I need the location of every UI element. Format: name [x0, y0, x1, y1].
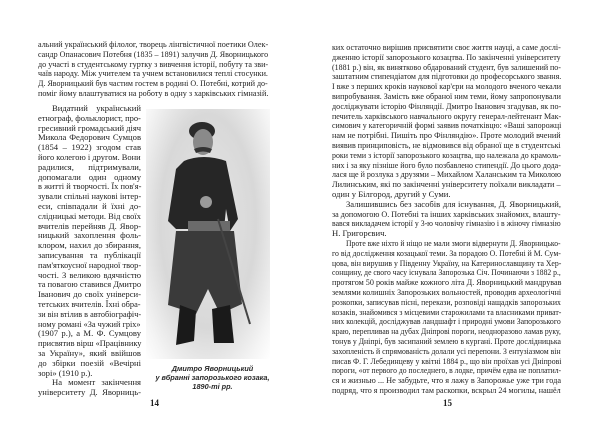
text-line: [38, 124, 141, 134]
text-line: [38, 280, 141, 290]
text-line: [38, 212, 141, 222]
text-line: [38, 192, 141, 202]
text-line-content: писав Ф. Г. Лебединцеву у квітні 1884 р., що він проїхав усі Дніпрові: [332, 355, 562, 366]
text-line-content: Видатний український: [52, 103, 141, 113]
text-line-content: печитель харківського навчального округу генерал-лейтенант Мак-: [332, 110, 562, 121]
portrait-photo: [146, 109, 270, 359]
text-line-content: На момент закінчення: [52, 377, 141, 388]
text-line-content: ся и жизнью ... Не забудьте, что я лажу в Запорожье уже три года: [332, 375, 562, 386]
text-line-content: роки теми з історії запорозького козацтва, що належала до крамоль-: [332, 149, 562, 160]
text-line-content: пам'яткоусної народної твор-: [38, 259, 142, 270]
text-line: [38, 339, 141, 349]
left-page-column-text: [38, 104, 141, 398]
left-page-top-text: [38, 40, 268, 99]
text-line-content: за Україну», який ввійшов: [38, 347, 141, 358]
text-line-content: нам не потрібні. Пишіть про Фінляндію». Проте молодий вчений: [332, 130, 561, 141]
text-line-content: Лилинським, які по закінченні університету поїхали викладати –: [332, 179, 561, 190]
text-line-content: випробування. Замість вже обраної ним теми, йому запропонували: [332, 90, 561, 101]
text-line-content: один у Білгород, другий у Суми.: [332, 188, 451, 199]
text-line-content: вчителів перейняв Д. Явор-: [38, 220, 141, 231]
text-line-content: сандр Опанасович Потебня (1835 – 1891) залучив Д. Яворницького: [38, 48, 269, 59]
text-line-content: альний український філолог, творець лінгвістичної поетики Олек-: [38, 39, 269, 49]
photo-caption: [150, 364, 275, 391]
text-line-content: заштатним стипендіатом для підготовки до професорського звання.: [332, 71, 562, 82]
text-line-content: козаків, знайомився з місцевими старожилами та власниками приват-: [332, 306, 562, 317]
text-line-content: тонув у Дніпрі, був засипаний землею в кургані. Проте дослідницька: [332, 335, 561, 346]
text-line: [38, 153, 141, 163]
text-line-content: захопленість й спрямованість долали усі перепони. З ентузіазмом він: [332, 345, 561, 356]
text-line-content: допомагали один одному: [38, 171, 141, 182]
text-line-content: клором, нахил до збирання,: [38, 240, 141, 251]
text-line-content: симович у категоричній формі заявив початківцю: «Ваші запорожці: [332, 120, 562, 131]
text-line-content: цова, він вирушив у Південну Україну, на Катеринославщину та Хер-: [332, 257, 562, 268]
text-line: [38, 89, 268, 99]
text-line-content: еси, співпадали й їхні до-: [38, 200, 141, 211]
text-line-content: ницький захоплення фоль-: [38, 230, 141, 241]
text-line-content: (1881 р.) він, як винятково обдарований студент, був залишений по-: [332, 61, 561, 72]
text-line-content: дженню історії запорозького козацтва. По закінченні університету: [332, 51, 561, 62]
text-line-content: слідницькі методи. Від своїх: [38, 210, 141, 221]
text-line-content: етнограф, фольклорист, про-: [38, 112, 141, 123]
text-line-content: Залишившись без засобів для існування, Д. Яворницький,: [346, 198, 561, 209]
text-line-content: гресивний громадський діяч: [38, 122, 142, 133]
caption-line: Дмитро Яворницький: [171, 364, 254, 373]
text-line-content: вався викладачем історії у 3-ю чоловічу гімназію і в жіночу гімназію: [332, 218, 561, 229]
text-line-content: землями колишніх Запорозьких вольностей, проводив археологічні: [332, 286, 562, 297]
text-line-content: протягом 50 років майже кожного літа Д. Яворницький мандрував: [332, 277, 562, 288]
text-line-content: ному романі «За чужий гріх»: [38, 318, 141, 329]
text-line-content: записування та публікації: [38, 249, 141, 260]
text-line-content: поміг йому влаштуватися на роботу в одну з харківських гімназій.: [38, 87, 269, 98]
text-line-content: досліджувати історію Фінляндії. Дмитро Іванович згадував, як по-: [332, 100, 562, 111]
text-line-content: зи він втілив в автобіографіч-: [38, 308, 142, 319]
text-line-content: Д. Яворницький був частим гостем в родині О. Потебні, котрий до-: [38, 78, 268, 89]
right-page-text: [332, 43, 561, 396]
text-line-content: університету Д. Яворниць-: [38, 387, 141, 398]
text-line: [38, 261, 141, 271]
right-page: [300, 0, 600, 435]
text-line-content: (1907 р.), а М. Ф. Сумцову: [38, 328, 141, 339]
caption-line: 1890-ті рр.: [192, 382, 233, 391]
text-line: [332, 219, 561, 229]
text-line-content: Іванович до своїх універси-: [38, 289, 141, 300]
text-line-content: його колегою і другом. Вони: [38, 151, 141, 162]
text-line: [38, 388, 141, 398]
text-line-content: подряд, что я производил там раскопки, вскрыл 24 могилы, нашёл: [332, 384, 561, 395]
text-line-content: зорі» (1910 р.).: [38, 367, 93, 378]
text-line-content: зували спільні наукові інтер-: [38, 191, 142, 202]
text-line-content: ких остаточно вирішив присвятити своє життя науці, а саме дослі-: [332, 42, 561, 52]
text-line-content: краю, перепливав на дубах Дніпрові пороги, неодноразово ламав руку,: [332, 326, 561, 337]
text-line-content: радилися, підтримували,: [38, 161, 141, 172]
text-line-content: присвятив вірш «Працівнику: [38, 338, 142, 349]
text-line-content: до участі в студентському гуртку з вивчення історії, побуту та зви-: [38, 58, 269, 69]
text-line-content: виявив принциповість, не відмовився від обраної ще в студентські: [332, 139, 561, 150]
text-line-content: тетських вчителів. Їхні обра-: [38, 298, 141, 309]
text-line-content: та повагою ставився Дмитро: [38, 279, 142, 290]
text-line-content: (1854 – 1922) згодом став: [38, 142, 141, 153]
text-line-content: за допомогою О. Потебні та інших харківських знайомих, влашту-: [332, 208, 561, 219]
text-line: [38, 320, 141, 330]
text-line-content: Микола Федорович Сумцов: [38, 132, 141, 143]
text-line-content: чості. З великою вдячністю: [38, 269, 141, 280]
cossack-figure-image: [146, 109, 270, 359]
text-line-content: сонщину, де свого часу існувала Запорозька Січ. Починаючи з 1882 р.,: [332, 267, 561, 278]
text-line-content: них колекцій, досліджував ландшафт і природні умови Запорозького: [332, 316, 561, 327]
page-number: 14: [150, 398, 159, 408]
text-line-content: го від дослідження козацької теми. За порадою О. Потебні й М. Сум-: [332, 247, 561, 258]
text-line-content: І вже з перших кроків наукової кар'єри на молодого вченого чекали: [332, 81, 562, 92]
text-line-content: Проте вже ніхто й ніщо не мали змоги відвернути Д. Яворницько-: [346, 237, 561, 248]
page-number: 15: [443, 398, 452, 408]
text-line-content: лася ще й розлука з друзями – Михайлом Халанським та Миколою: [332, 169, 562, 180]
text-line-content: до збірки поезій «Вечірні: [38, 357, 141, 368]
text-line: [332, 386, 561, 396]
text-line-content: в житті й творчості. Їх пов'я-: [38, 181, 142, 192]
caption-line: у вбранні запорозького козака,: [155, 373, 270, 382]
text-line-content: Н. Григорєвич.: [332, 228, 387, 239]
text-line-content: розкопки, записував пісні, перекази, розповіді нащадків запорозьких: [332, 296, 561, 307]
text-line-content: них і за яку пізніше його було позбавлено стипендії. До цього дода-: [332, 159, 561, 170]
text-line: [332, 180, 561, 190]
text-line-content: пороги, «от первого до последнего, в лодке, причём едва не поплатил-: [332, 365, 562, 376]
text-line-content: чаїв народу. Між учителем та учнем встановилися теплі стосунки.: [38, 68, 268, 79]
